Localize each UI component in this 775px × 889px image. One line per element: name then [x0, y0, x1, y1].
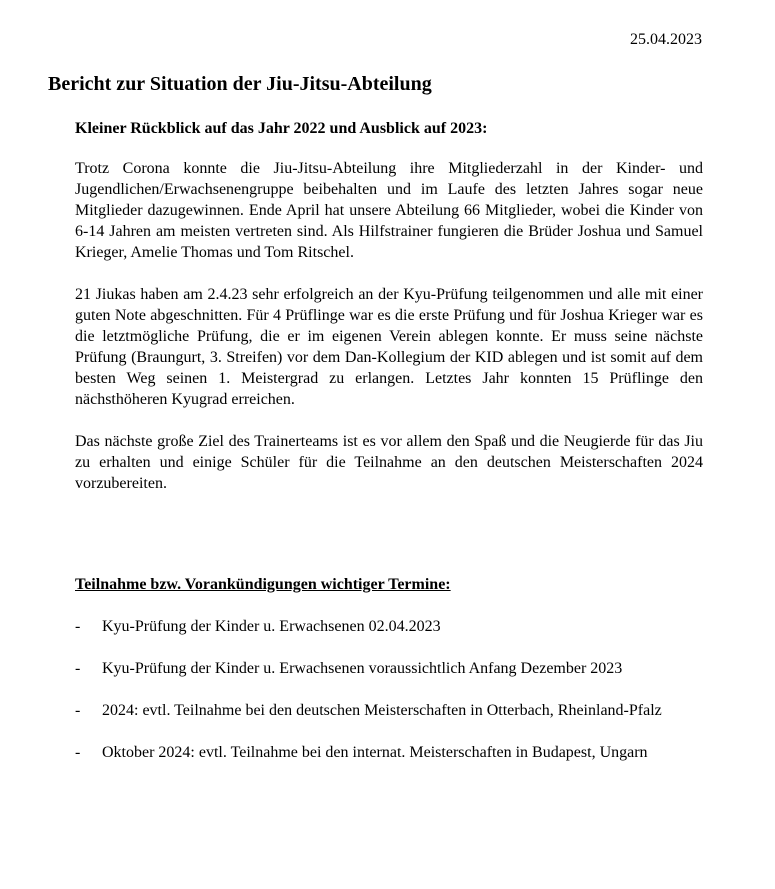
paragraph-exam: 21 Jiukas haben am 2.4.23 sehr erfolgreich an der Kyu-Prüfung teilgenommen und alle mit einer guten Note abgeschnitten. Für 4 Prüflinge war es die erste Prüfung und für Joshua Krieger war es die letztmögliche Prüfung, die er im eigenen Verein ablegen konnte. Er muss seine nächste Prüfung (Braungurt, 3. Streifen) vor dem Dan-Kollegium der KID ablegen und ist somit auf dem besten Weg seinen 1. Meistergrad zu erlangen. Letztes Jahr konnten 15 Prüflinge den nächsthöheren Kyugrad erreichen. [75, 286, 703, 408]
bullet-marker: - [75, 618, 81, 635]
review-subtitle: Kleiner Rückblick auf das Jahr 2022 und Ausblick auf 2023: [75, 120, 488, 137]
paragraph-goals: Das nächste große Ziel des Trainerteams ist es vor allem den Spaß und die Neugierde für das Jiu zu erhalten und einige Schüler für die Teilnahme an den deutschen Meisterschaften 2024 vorzubereiten. [75, 433, 703, 492]
list-item [75, 700, 715, 721]
events-list [75, 616, 715, 763]
bullet-marker: - [75, 702, 81, 719]
list-item [75, 658, 715, 679]
review-section [75, 118, 703, 515]
event-text: Oktober 2024: evtl. Teilnahme bei den internat. Meisterschaften in Budapest, Ungarn [102, 744, 648, 761]
paragraph-membership: Trotz Corona konnte die Jiu-Jitsu-Abteilung ihre Mitgliederzahl in der Kinder- und Jugendlichen/Erwachsenengruppe beibehalten und im Laufe des letzten Jahres sogar neue Mitglieder dazugewinnen. Ende April hat unsere Abteilung 66 Mitglieder, wobei die Kinder von 6-14 Jahren am meisten vertreten sind. Als Hilfstrainer fungieren die Brüder Joshua und Samuel Krieger, Amelie Thomas und Tom Ritschel. [75, 160, 703, 261]
bullet-marker: - [75, 744, 81, 761]
list-item [75, 616, 715, 637]
event-text: Kyu-Prüfung der Kinder u. Erwachsenen 02.04.2023 [102, 618, 441, 635]
event-text: Kyu-Prüfung der Kinder u. Erwachsenen voraussichtlich Anfang Dezember 2023 [102, 660, 623, 677]
event-text: 2024: evtl. Teilnahme bei den deutschen Meisterschaften in Otterbach, Rheinland-Pfalz [102, 702, 662, 719]
events-section [75, 574, 715, 784]
document-title: Bericht zur Situation der Jiu-Jitsu-Abteilung [48, 73, 432, 95]
list-item [75, 742, 715, 763]
events-heading: Teilnahme bzw. Vorankündigungen wichtiger Termine: [75, 576, 451, 593]
bullet-marker: - [75, 660, 81, 677]
document-date: 25.04.2023 [630, 31, 702, 48]
